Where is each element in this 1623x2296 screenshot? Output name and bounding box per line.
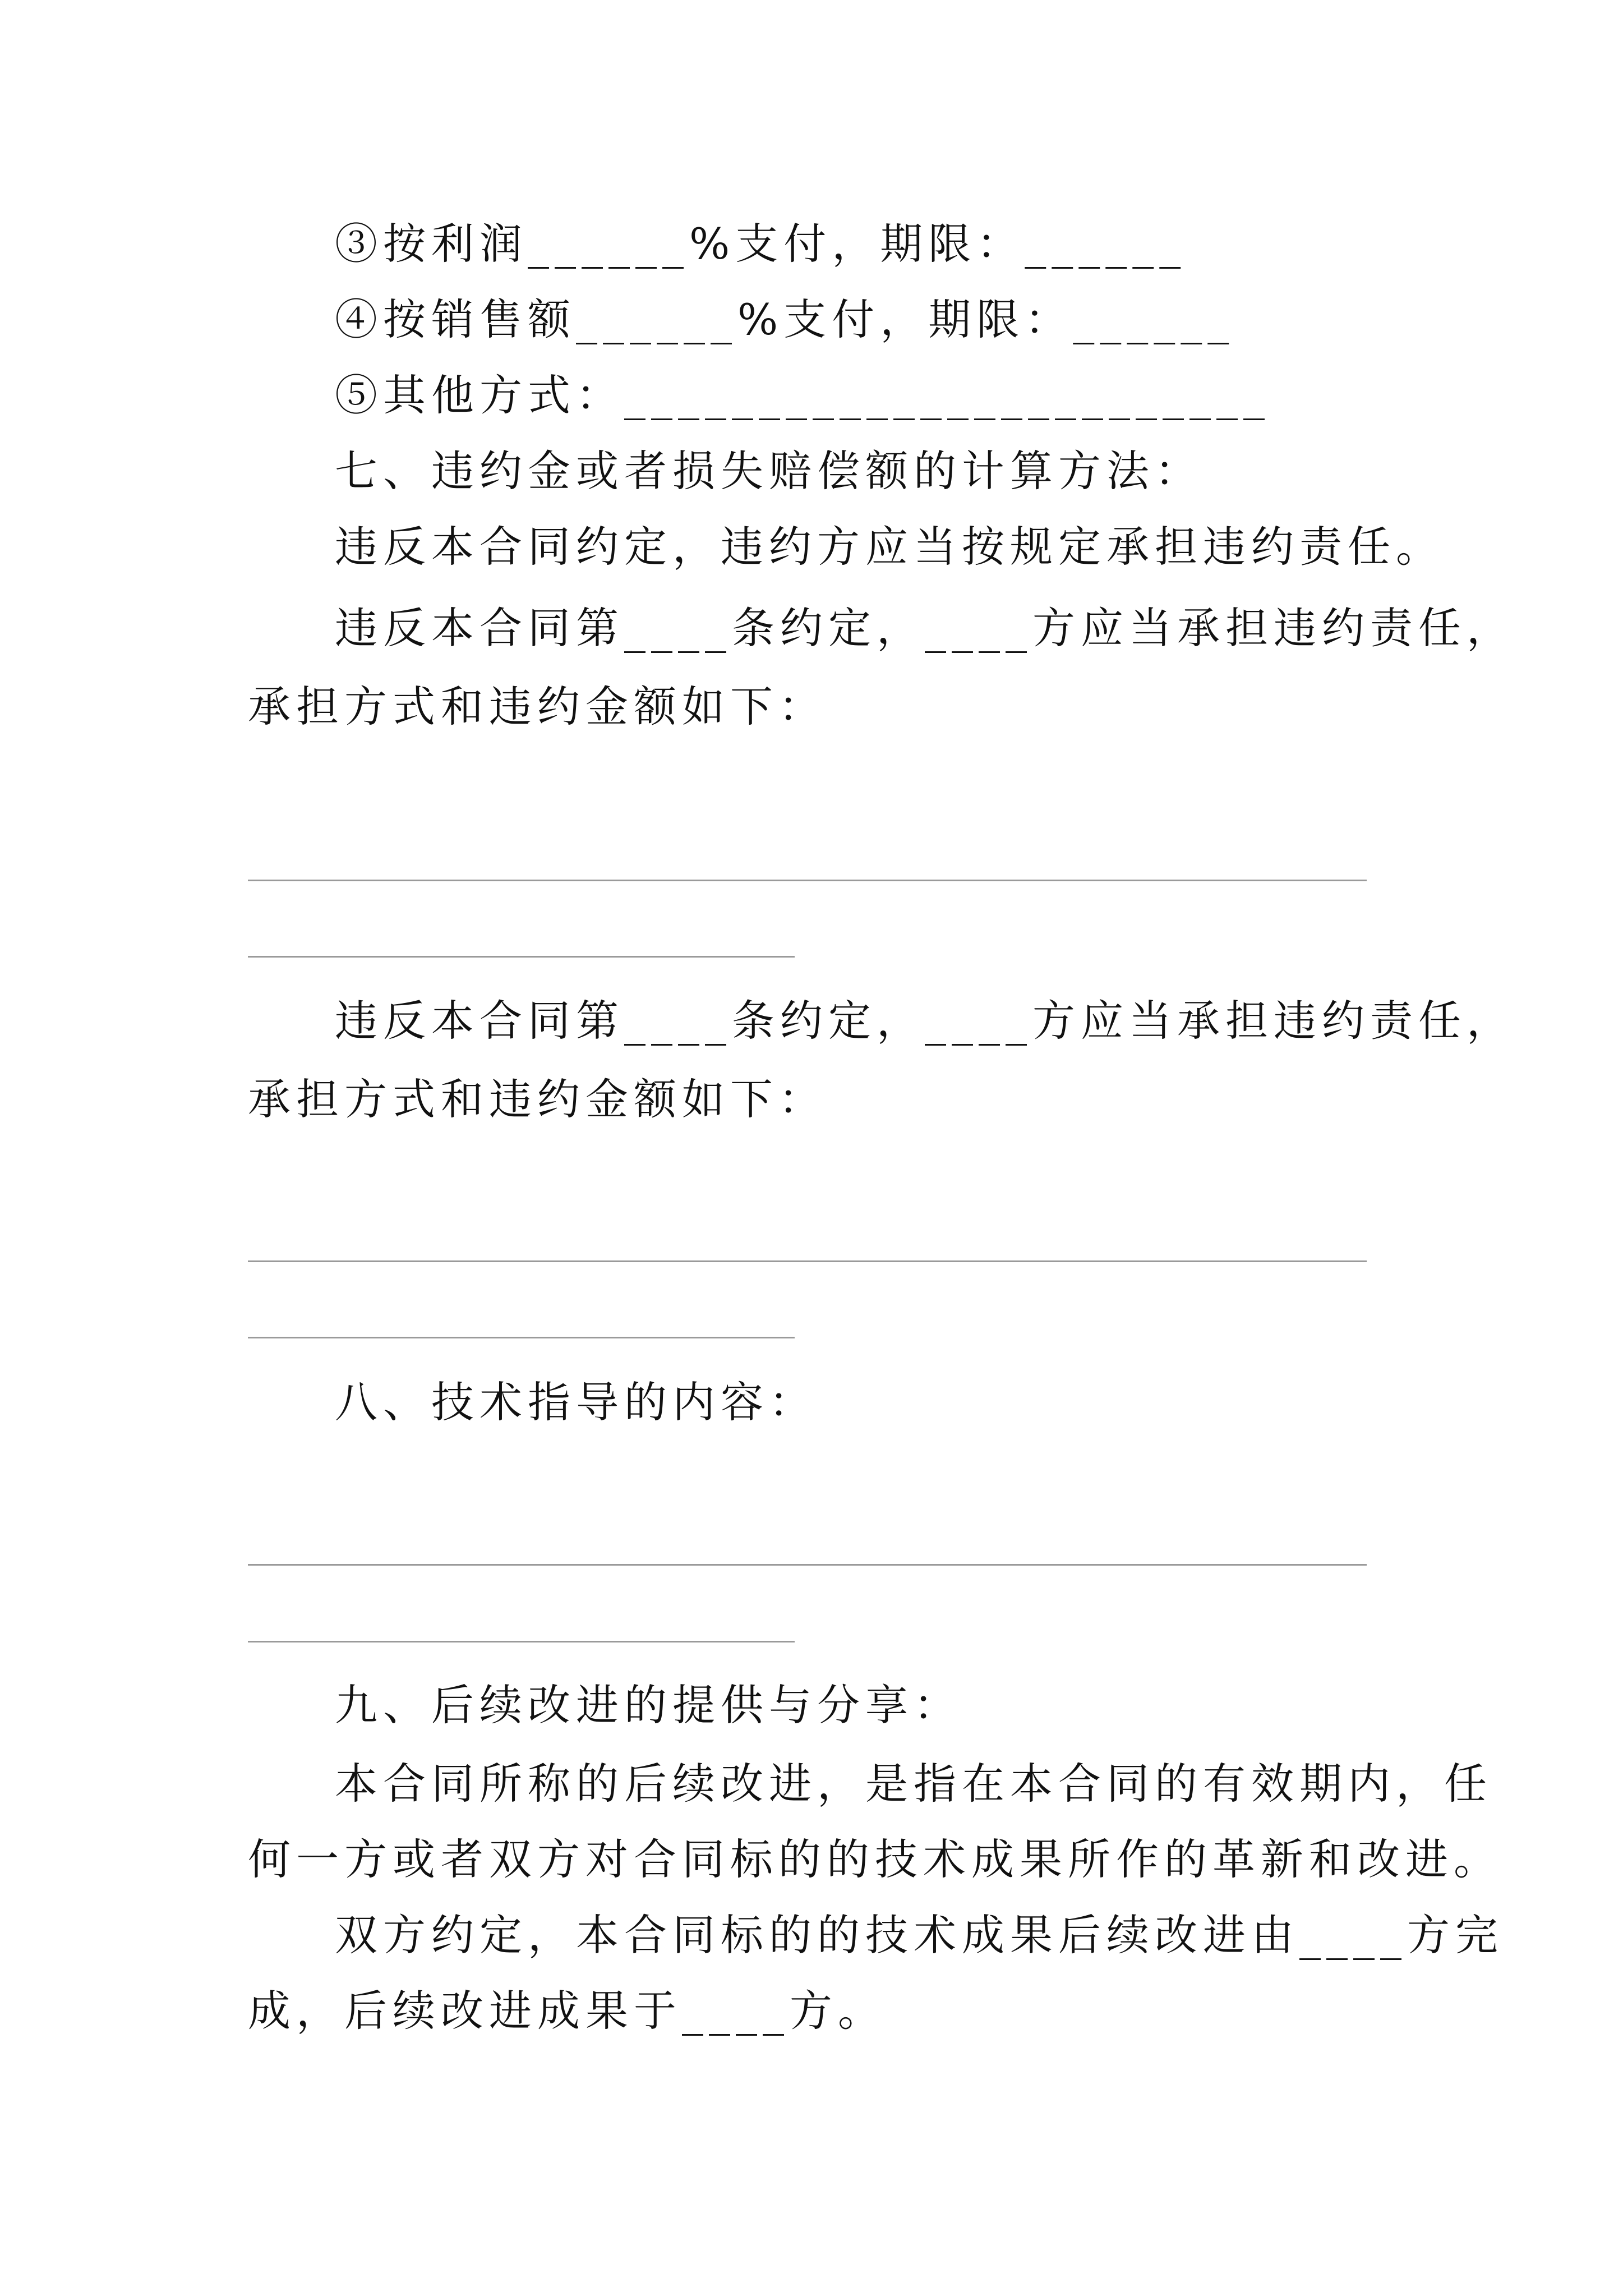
section-7-heading: 七、违约金或者损失赔偿额的计算方法： xyxy=(335,446,1203,496)
fill-in-line xyxy=(248,1641,795,1642)
fill-in-line xyxy=(248,1337,795,1338)
fill-in-line xyxy=(248,1564,1367,1566)
section-8-heading: 八、技术指导的内容： xyxy=(335,1377,817,1427)
section-9-paragraph-2-line-2: 成，后续改进成果于____方。 xyxy=(248,1986,886,2036)
section-7-paragraph-3-line-2: 承担方式和违约金额如下： xyxy=(248,1074,827,1124)
fill-in-line xyxy=(248,880,1367,881)
section-9-heading: 九、后续改进的提供与分享： xyxy=(335,1680,962,1730)
section-7-paragraph-1: 违反本合同约定，违约方应当按规定承担违约责任。 xyxy=(335,522,1444,572)
section-7-paragraph-2-line-1: 违反本合同第____条约定，____方应当承担违约责任， xyxy=(335,603,1515,653)
fill-in-line xyxy=(248,1260,1367,1262)
section-9-paragraph-1-line-1: 本合同所称的后续改进，是指在本合同的有效期内，任 xyxy=(335,1759,1492,1809)
fill-in-line xyxy=(248,956,795,958)
section-7-paragraph-3-line-1: 违反本合同第____条约定，____方应当承担违约责任， xyxy=(335,996,1515,1046)
section-7-paragraph-2-line-2: 承担方式和违约金额如下： xyxy=(248,682,827,731)
payment-option-5: ⑤其他方式：________________________ xyxy=(335,370,1270,420)
section-9-paragraph-2-line-1: 双方约定，本合同标的的技术成果后续改进由____方完 xyxy=(335,1910,1504,1960)
payment-option-3: ③按利润______%支付，期限：______ xyxy=(335,219,1187,269)
payment-option-4: ④按销售额______%支付，期限：______ xyxy=(335,295,1235,344)
section-9-paragraph-1-line-2: 何一方或者双方对合同标的的技术成果所作的革新和改进。 xyxy=(248,1834,1502,1884)
